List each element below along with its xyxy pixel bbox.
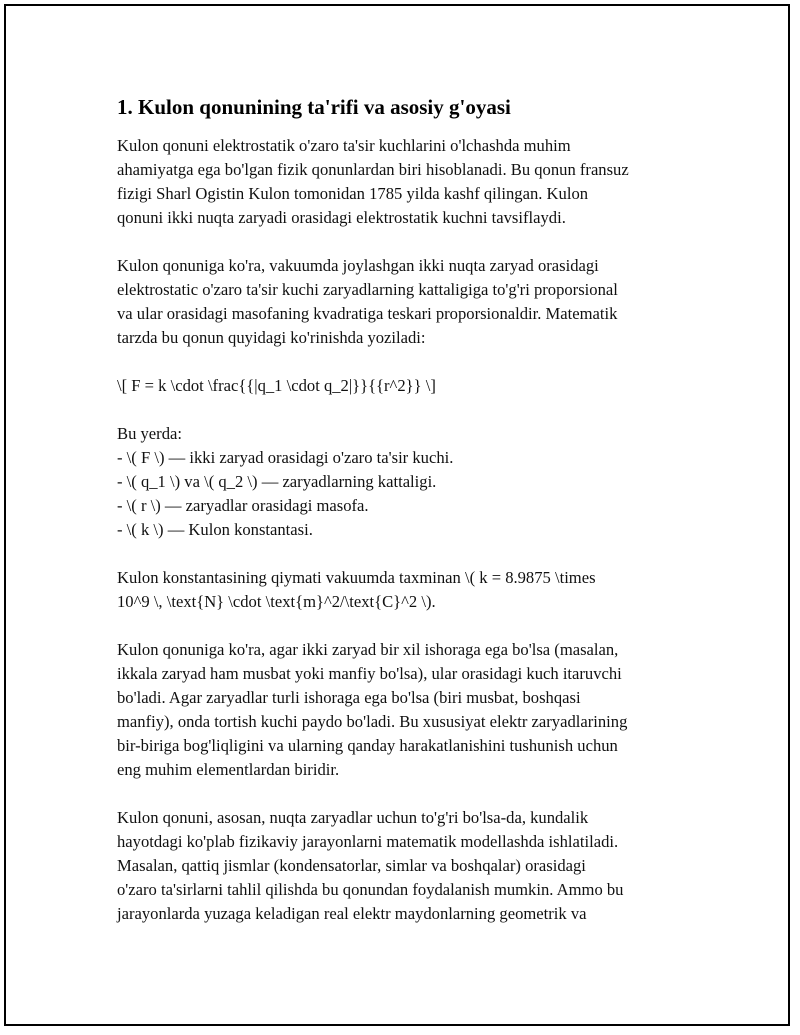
section-heading: 1. Kulon qonunining ta'rifi va asosiy g'oyasi [117, 95, 511, 119]
paragraph-constant: Kulon konstantasining qiymati vakuumda taxminan \( k = 8.9875 \times 10^9 \, \text{N} \cdot \text{m}^2/\text{C}^2 \). [117, 568, 596, 611]
where-item-r: - \( r \) — zaryadlar orasidagi masofa. [117, 496, 369, 515]
paragraph-sign: Kulon qonuniga ko'ra, agar ikki zaryad bir xil ishoraga ega bo'lsa (masalan, ikkala zaryad ham musbat yoki manfiy bo'lsa), ular orasidagi kuch itaruvchi bo'ladi. Agar zaryadlar turli ishoraga ega bo'lsa (biri musbat, boshqasi manfiy), onda tortish kuchi paydo bo'ladi. Bu xususiyat elektr zaryadlarining bir-biriga bog'liqligini va ularning qanday harakatlanishini tushunish uchun eng muhim elementlardan biridir. [117, 640, 628, 779]
paragraph-definition: Kulon qonuniga ko'ra, vakuumda joylashgan ikki nuqta zaryad orasidagi elektrostatic o'zaro ta'sir kuchi zaryadlarning kattaligiga to'g'ri proporsional va ular orasidagi masofaning kvadratiga teskari proporsionaldir. Matematik tarzda bu qonun quyidagi ko'rinishda yoziladi: [117, 256, 618, 347]
paragraph-application: Kulon qonuni, asosan, nuqta zaryadlar uchun to'g'ri bo'lsa-da, kundalik hayotdagi ko'plab fizikaviy jarayonlarni matematik modellashda ishlatiladi. Masalan, qattiq jismlar (kondensatorlar, simlar va boshqalar) orasidagi o'zaro ta'sirlarni tahlil qilishda bu qonundan foydalanish mumkin. Ammo bu jarayonlarda yuzaga keladigan real elektr maydonlarning geometrik va [117, 808, 624, 923]
where-item-k: - \( k \) — Kulon konstantasi. [117, 520, 313, 539]
formula-text: \[ F = k \cdot \frac{{|q_1 \cdot q_2|}}{{r^2}} \] [117, 376, 436, 395]
document-body [117, 94, 697, 926]
where-item-q: - \( q_1 \) va \( q_2 \) — zaryadlarning kattaligi. [117, 472, 437, 491]
where-item-f: - \( F \) — ikki zaryad orasidagi o'zaro ta'sir kuchi. [117, 448, 454, 467]
paragraph-intro: Kulon qonuni elektrostatik o'zaro ta'sir kuchlarini o'lchashda muhim ahamiyatga ega bo'lgan fizik qonunlardan biri hisoblanadi. Bu qonun fransuz fizigi Sharl Ogistin Kulon tomonidan 1785 yilda kashf qilingan. Kulon qonuni ikki nuqta zaryadi orasidagi elektrostatik kuchni tavsiflaydi. [117, 136, 629, 227]
where-intro: Bu yerda: [117, 424, 182, 443]
where-list [117, 422, 697, 542]
